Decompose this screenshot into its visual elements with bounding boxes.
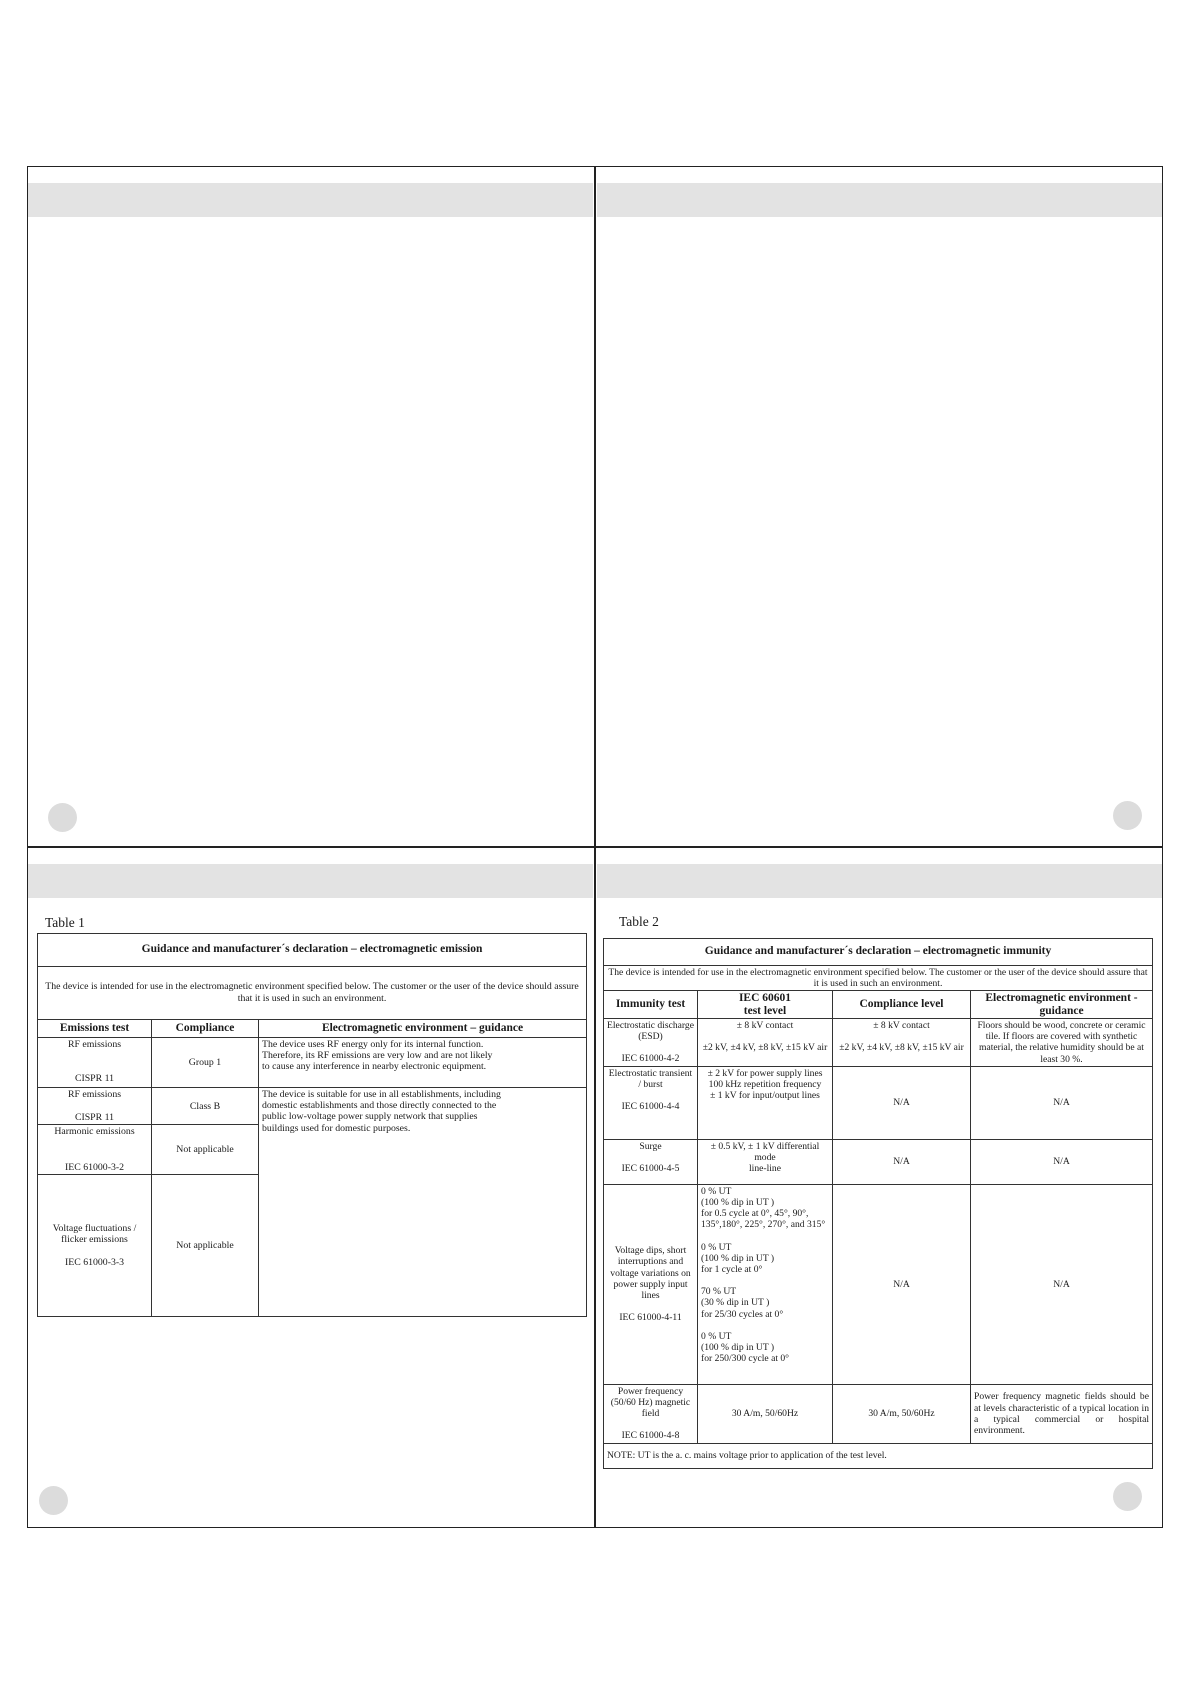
table1-title: Guidance and manufacturer´s declaration – electromagnetic emission (38, 934, 587, 967)
table2-intro: The device is intended for use in the electromagnetic environment specified below. The customer or the user of the device should assure that it is used in such an environment. (604, 966, 1153, 991)
table1-header-compliance: Compliance (152, 1020, 259, 1038)
immunity-test-standard: IEC 61000-4-2 (621, 1053, 680, 1065)
table-row (604, 1184, 698, 1384)
page-number-circle-top-right (1113, 801, 1142, 830)
emission-test-standard: CISPR 11 (74, 1073, 115, 1085)
test-level-line: ± 1 kV for input/output lines (710, 1090, 820, 1102)
immunity-test-name: Electrostatic transient / burst (608, 1067, 693, 1091)
page-number-circle-top-left (48, 803, 77, 832)
table1-label: Table 1 (45, 915, 85, 930)
test-level-line: 70 % UT (701, 1286, 737, 1298)
test-level-line: for 25/30 cycles at 0° (701, 1308, 784, 1320)
immunity-test-name: Voltage dips, short interruptions and voltage variations on power supply input lines (610, 1245, 691, 1302)
header-band-top-left (28, 183, 593, 217)
guidance-cell: Power frequency magnetic fields should be at levels characteristic of a typical location in a typical commercial or hospital environment. (971, 1384, 1153, 1443)
test-level-line: (100 % dip in UT ) (701, 1342, 775, 1354)
test-level-cell: 30 A/m, 50/60Hz (698, 1384, 833, 1443)
header-band-bottom-left (28, 864, 593, 898)
test-level-line: (100 % dip in UT ) (701, 1197, 775, 1209)
test-level-line: ± 2 kV for power supply lines (707, 1067, 823, 1079)
emission-test-name: RF emissions (67, 1089, 122, 1100)
header-line: Electromagnetic environment - (985, 992, 1138, 1004)
test-level-line: (100 % dip in UT ) (701, 1252, 775, 1264)
emission-test-name: Voltage fluctuations / flicker emissions (52, 1222, 137, 1245)
table2-label: Table 2 (619, 914, 659, 929)
header-band-bottom-right (597, 864, 1162, 898)
test-level-line: 0 % UT (701, 1185, 732, 1197)
emission-compliance: Group 1 (152, 1038, 259, 1088)
immunity-table (603, 938, 1153, 1469)
immunity-test-name: Electrostatic discharge (ESD) (607, 1020, 694, 1043)
test-level-line: ±2 kV, ±4 kV, ±8 kV, ±15 kV air (702, 1042, 828, 1054)
table-row (604, 1384, 698, 1443)
emission-guidance: The device uses RF energy only for its internal function. Therefore, its RF emissions are very low and are not likely to cause any interference in nearby electronic equipment. (259, 1038, 587, 1088)
test-level-line: for 0.5 cycle at 0°, 45°, 90°, 135°,180°, 225°, 270°, and 315° (701, 1208, 826, 1231)
table2-note: NOTE: UT is the a. c. mains voltage prior to application of the test level. (604, 1443, 1153, 1468)
guidance-cell: N/A (971, 1184, 1153, 1384)
test-level-line: for 250/300 cycle at 0° (701, 1353, 790, 1365)
test-level-line: 0 % UT (701, 1330, 732, 1342)
compliance-cell: N/A (833, 1066, 971, 1139)
test-level-line: 0 % UT (701, 1241, 732, 1253)
emission-compliance: Not applicable (152, 1125, 259, 1174)
table2-title: Guidance and manufacturer´s declaration – electromagnetic immunity (604, 939, 1153, 966)
guidance-cell: Floors should be wood, concrete or ceramic tile. If floors are covered with synthetic material, the relative humidity should be at least 30 %. (971, 1019, 1153, 1067)
page-number-circle-bottom-right (1113, 1482, 1142, 1511)
header-line: test level (743, 1004, 787, 1017)
immunity-test-standard: IEC 61000-4-11 (619, 1312, 682, 1324)
immunity-test-name: Surge (639, 1140, 662, 1152)
test-level-cell (698, 1184, 833, 1384)
table-row (38, 1125, 152, 1174)
page-number-circle-bottom-left (39, 1486, 68, 1515)
compliance-line: ±2 kV, ±4 kV, ±8 kV, ±15 kV air (839, 1042, 964, 1054)
table-row (38, 1088, 152, 1125)
test-level-cell (698, 1019, 833, 1067)
horizontal-divider (27, 846, 1163, 848)
emission-test-standard: IEC 61000-3-3 (64, 1256, 125, 1268)
test-level-line: line-line (749, 1163, 781, 1175)
immunity-test-name: Power frequency (50/60 Hz) magnetic field (610, 1385, 691, 1420)
table-row (604, 1019, 698, 1067)
table2-header-guidance (971, 991, 1153, 1019)
immunity-test-standard: IEC 61000-4-8 (621, 1430, 680, 1442)
emission-compliance: Class B (152, 1088, 259, 1125)
emission-test-standard: CISPR 11 (74, 1112, 115, 1124)
header-line: guidance (1039, 1004, 1084, 1017)
emission-guidance: The device is suitable for use in all establishments, including domestic establishments and those directly connected to the public low-voltage power supply network that supplies buildings used for domestic purposes. (259, 1088, 587, 1317)
emission-test-name: RF emissions (67, 1039, 122, 1050)
compliance-cell (833, 1019, 971, 1067)
emission-test-standard: IEC 61000-3-2 (64, 1161, 125, 1173)
table1-header-emissions-test: Emissions test (38, 1020, 152, 1038)
table-row (604, 1139, 698, 1184)
test-level-line: ± 8 kV contact (736, 1020, 794, 1031)
table1-header-guidance: Electromagnetic environment – guidance (259, 1020, 587, 1038)
test-level-line: 100 kHz repetition frequency (708, 1079, 822, 1091)
header-line: IEC 60601 (738, 992, 792, 1004)
table2-header-test-level (698, 991, 833, 1019)
table-row (604, 1066, 698, 1139)
guidance-cell: N/A (971, 1066, 1153, 1139)
emission-compliance: Not applicable (152, 1174, 259, 1316)
compliance-cell: 30 A/m, 50/60Hz (833, 1384, 971, 1443)
compliance-cell: N/A (833, 1184, 971, 1384)
header-band-top-right (597, 183, 1162, 217)
table-row (38, 1038, 152, 1088)
table-row (38, 1174, 152, 1316)
guidance-cell: N/A (971, 1139, 1153, 1184)
compliance-line: ± 8 kV contact (873, 1020, 930, 1031)
test-level-line: for 1 cycle at 0° (701, 1264, 763, 1276)
compliance-cell: N/A (833, 1139, 971, 1184)
test-level-cell (698, 1066, 833, 1139)
emission-table (37, 933, 587, 1317)
test-level-line: (30 % dip in UT ) (701, 1297, 770, 1309)
emission-test-name: Harmonic emissions (54, 1126, 135, 1138)
test-level-cell (698, 1139, 833, 1184)
table2-header-immunity-test: Immunity test (604, 991, 698, 1019)
immunity-test-standard: IEC 61000-4-5 (621, 1163, 680, 1175)
table2-header-compliance: Compliance level (833, 991, 971, 1019)
test-level-line: ± 0.5 kV, ± 1 kV differential mode (710, 1140, 820, 1164)
immunity-test-standard: IEC 61000-4-4 (621, 1101, 680, 1113)
table1-intro: The device is intended for use in the electromagnetic environment specified below. The customer or the user of the device should assure that it is used in such an environment. (38, 967, 587, 1020)
